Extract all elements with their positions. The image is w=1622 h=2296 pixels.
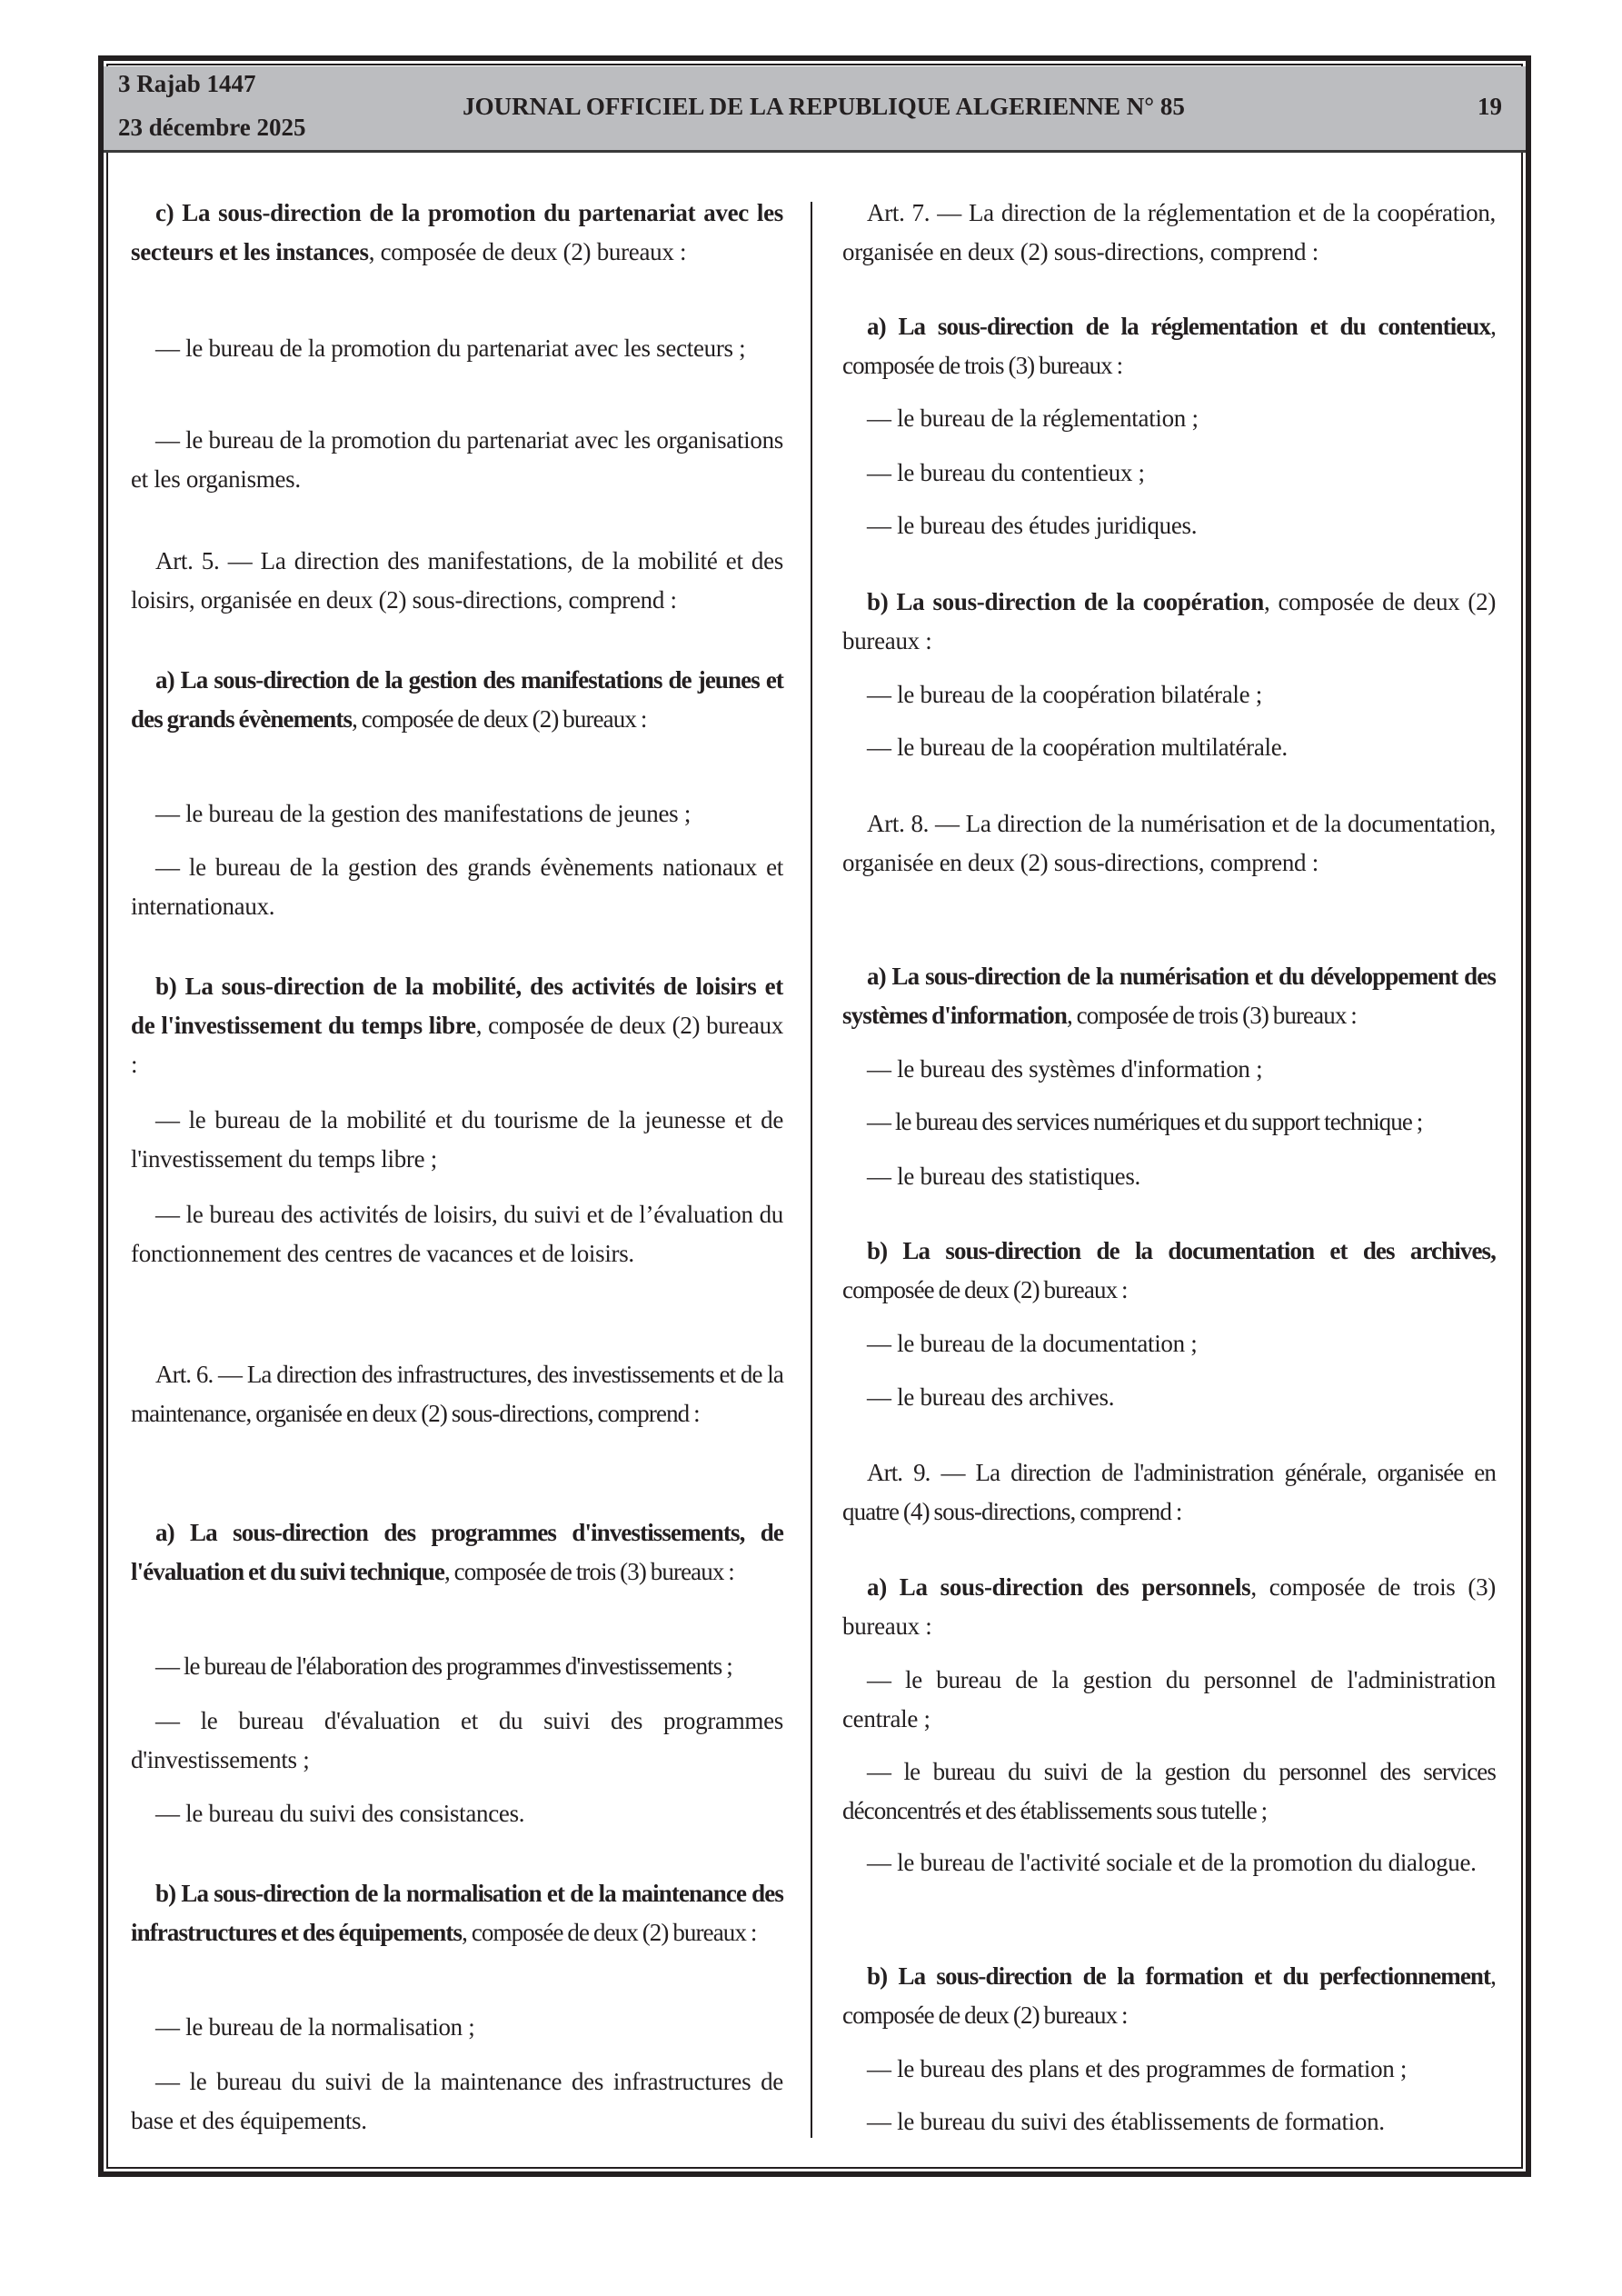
article-paragraph [131,1355,783,1433]
paragraph-text: , composée de deux (2) bureaux : [131,1012,784,1078]
article-paragraph [842,194,1496,272]
subdirection-paragraph [842,957,1496,1035]
paragraph-text: — le bureau du suivi des consistances. [155,1800,525,1827]
paragraph-text: — le bureau du suivi de la gestion du personnel des services déconcentrés et des établissements sous tutelle ; [842,1758,1496,1824]
paragraph-text: Art. 8. — La direction de la numérisation et de la documentation, organisée en deux (2) sous-directions, comprend : [842,810,1496,876]
paragraph-text: — le bureau de la gestion des grands évènements nationaux et internationaux. [131,854,783,920]
bureau-item [131,1101,783,1179]
paragraph-text: — le bureau des études juridiques. [867,512,1198,539]
bureau-item [131,2062,783,2141]
subdirection-paragraph [131,194,783,272]
hijri-date: 3 Rajab 1447 [118,70,256,97]
subdirection-paragraph [842,307,1496,385]
bureau-item [842,1843,1496,1882]
paragraph-text: — le bureau du suivi des établissements de formation. [867,2108,1385,2135]
paragraph-text: , composée de deux (2) bureaux : [368,238,687,265]
paragraph-text: — le bureau de la réglementation ; [867,404,1199,432]
bureau-item [131,1702,783,1780]
paragraph-text: — le bureau des archives. [867,1383,1115,1411]
paragraph-text: — le bureau des systèmes d'information ; [867,1055,1263,1083]
paragraph-text: , composée de trois (3) bureaux : [842,1573,1496,1640]
paragraph-text: — le bureau de la documentation ; [867,1330,1198,1357]
subdirection-title: a) La sous-direction de la numérisation et du développement des systèmes d'information [842,963,1496,1029]
bureau-item [842,454,1496,493]
bureau-item [131,421,783,499]
paragraph-text: , composée de deux (2) bureaux : [352,705,647,733]
paragraph-text: , composée de deux (2) bureaux : [462,1919,757,1946]
subdirection-paragraph [131,967,783,1084]
gregorian-date: 23 décembre 2025 [118,114,306,141]
bureau-item [131,1794,783,1833]
article-paragraph [842,804,1496,883]
bureau-item [842,2050,1496,2089]
paragraph-text: — le bureau de la normalisation ; [155,2013,475,2041]
bureau-item [842,1661,1496,1739]
bureau-item [842,1050,1496,1089]
subdirection-paragraph [842,583,1496,661]
subdirection-title: a) La sous-direction de la réglementation et du contentieux [867,313,1491,340]
bureau-item [842,1103,1496,1142]
bureau-item [131,1647,783,1686]
paragraph-text: — le bureau de la promotion du partenariat avec les organisations et les organismes. [131,426,783,493]
subdirection-title: a) La sous-direction des programmes d'investissements, de l'évaluation et du suivi technique [131,1519,783,1585]
bureau-item [842,728,1496,767]
paragraph-text: Art. 7. — La direction de la réglementation et de la coopération, organisée en deux (2) sous-directions, comprend : [842,199,1496,265]
paragraph-text: — le bureau de la coopération multilatérale. [867,734,1288,761]
bureau-item [842,675,1496,714]
subdirection-title: b) La sous-direction de la mobilité, des activités de loisirs et de l'investissement du temps libre [131,973,783,1039]
subdirection-paragraph [131,661,783,739]
subdirection-paragraph [842,1957,1496,2035]
paragraph-text: — le bureau de l'activité sociale et de la promotion du dialogue. [867,1849,1477,1876]
paragraph-text: — le bureau de la coopération bilatérale ; [867,681,1262,708]
paragraph-text: , composée de deux (2) bureaux : [842,1962,1496,2029]
paragraph-text: — le bureau de la mobilité et du tourisme de la jeunesse et de l'investissement du temps libre ; [131,1106,783,1173]
subdirection-title: b) La sous-direction de la coopération [867,588,1264,615]
subdirection-paragraph [842,1232,1496,1310]
paragraph-text: Art. 5. — La direction des manifestations, de la mobilité et des loisirs, organisée en deux (2) sous-directions, comprend : [131,547,783,614]
article-paragraph [842,1453,1496,1532]
column-divider [811,202,812,2138]
bureau-item [131,794,783,834]
subdirection-title: a) La sous-direction des personnels [867,1573,1251,1601]
paragraph-text: — le bureau des activités de loisirs, du suivi et de l’évaluation du fonctionnement des centres de vacances et de loisirs. [131,1201,783,1267]
page-header [104,66,1526,153]
bureau-item [842,2102,1496,2141]
subdirection-title: a) La sous-direction de la gestion des manifestations de jeunes et des grands évènements [131,666,783,733]
paragraph-text: — le bureau de la gestion du personnel de l'administration centrale ; [842,1666,1496,1732]
article-paragraph [131,542,783,620]
paragraph-text: — le bureau de l'élaboration des programmes d'investissements ; [155,1652,732,1680]
paragraph-text: composée de deux (2) bureaux : [842,1276,1128,1303]
paragraph-text: — le bureau du contentieux ; [867,459,1145,486]
bureau-item [842,1324,1496,1363]
bureau-item [842,1752,1496,1831]
bureau-item [842,1157,1496,1196]
bureau-item [131,848,783,926]
paragraph-text: , composée de deux (2) bureaux : [842,588,1497,654]
paragraph-text: — le bureau des statistiques. [867,1163,1140,1190]
subdirection-title: b) La sous-direction de la documentation et des archives, [867,1237,1496,1264]
paragraph-text: , composée de trois (3) bureaux : [842,313,1496,379]
bureau-item [131,1195,783,1273]
journal-title: JOURNAL OFFICIEL DE LA REPUBLIQUE ALGERIENNE N° 85 [463,93,1185,120]
bureau-item [842,506,1496,545]
paragraph-text: — le bureau du suivi de la maintenance des infrastructures de base et des équipements. [131,2068,783,2134]
subdirection-title: b) La sous-direction de la formation et du perfectionnement [867,1962,1491,1990]
paragraph-text: — le bureau des services numériques et du support technique ; [867,1108,1423,1135]
paragraph-text: — le bureau de la gestion des manifestations de jeunes ; [155,800,692,827]
paragraph-text: — le bureau d'évaluation et du suivi des programmes d'investissements ; [131,1707,783,1773]
paragraph-text: Art. 9. — La direction de l'administration générale, organisée en quatre (4) sous-directions, comprend : [842,1459,1496,1525]
subdirection-paragraph [131,1513,783,1592]
subdirection-title: c) La sous-direction de la promotion du partenariat avec les secteurs et les instances [131,199,783,265]
subdirection-title: b) La sous-direction de la normalisation et de la maintenance des infrastructures et des équipements [131,1880,783,1946]
bureau-item [842,1378,1496,1417]
bureau-item [842,399,1496,438]
page-number: 19 [1478,93,1502,120]
subdirection-paragraph [842,1568,1496,1646]
paragraph-text: — le bureau de la promotion du partenariat avec les secteurs ; [155,334,746,362]
bureau-item [131,2008,783,2047]
bureau-item [131,329,783,368]
paragraph-text: Art. 6. — La direction des infrastructures, des investissements et de la maintenance, organisée en deux (2) sous-directions, comprend : [131,1361,783,1427]
paragraph-text: , composée de trois (3) bureaux : [1066,1002,1357,1029]
paragraph-text: — le bureau des plans et des programmes de formation ; [867,2055,1408,2082]
subdirection-paragraph [131,1874,783,1952]
paragraph-text: , composée de trois (3) bureaux : [443,1558,734,1585]
